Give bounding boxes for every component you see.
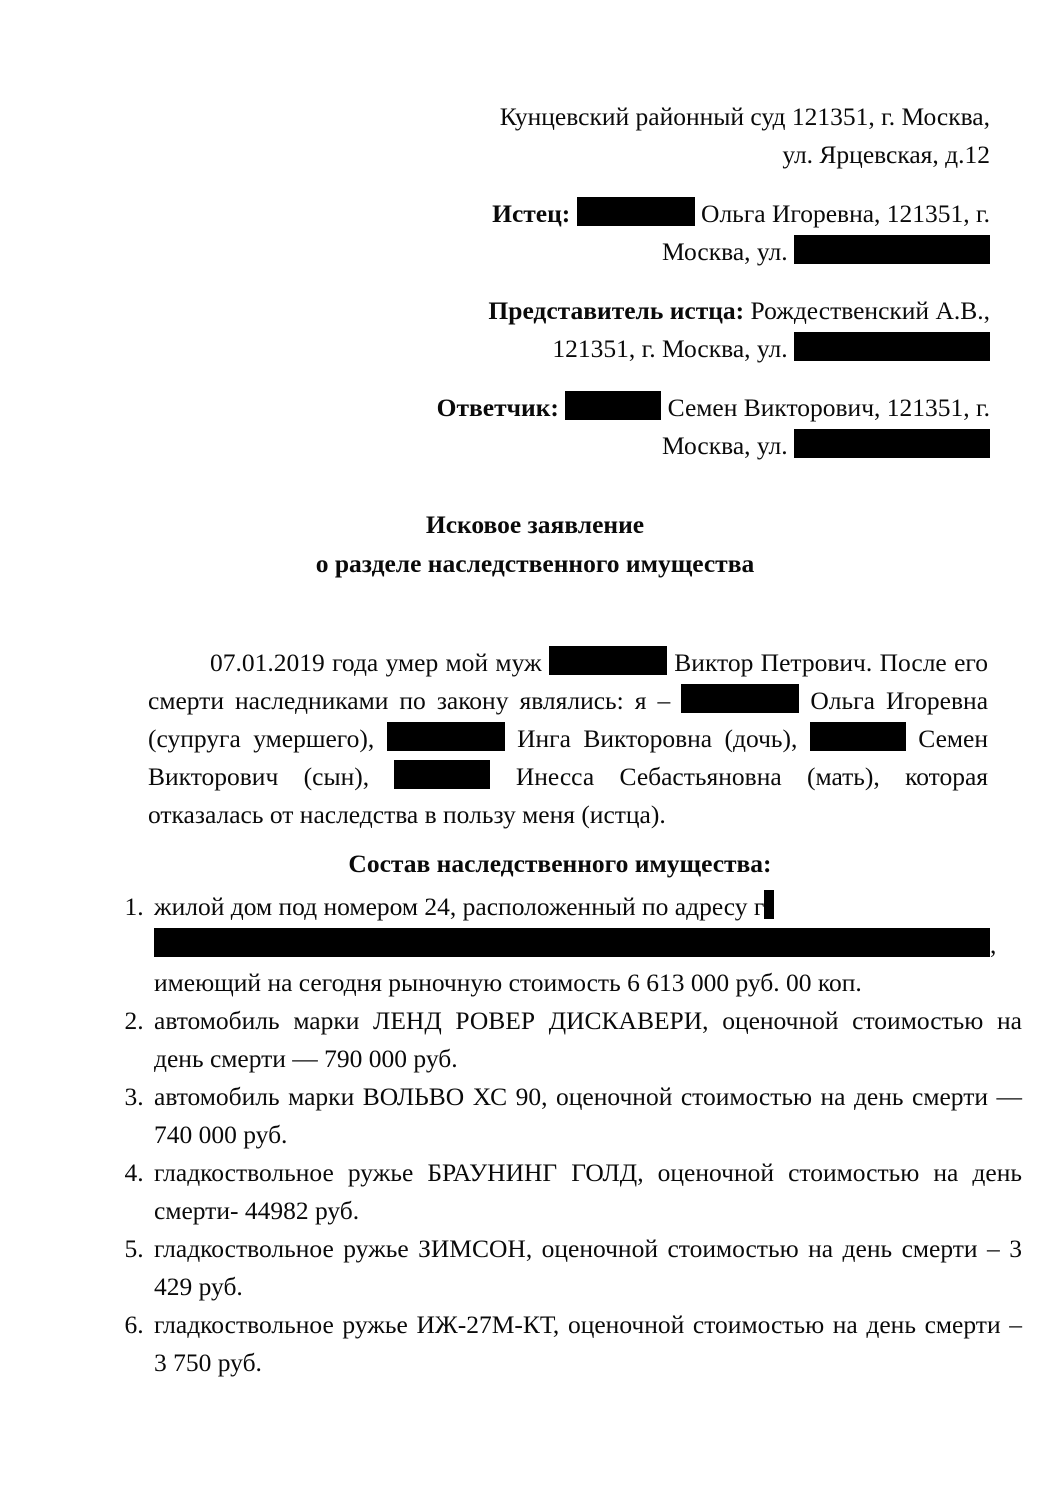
defendant-address-prefix: 121351, г. Москва, ул. bbox=[661, 393, 990, 460]
representative-block bbox=[420, 292, 990, 368]
body-paragraph: 07.01.2019 года умер мой муж Виктор Петрович. После его смерти наследниками по закону являлись: я – Ольга Игоревна (супруга умершего), Инга Викторовна (дочь), Семен Викторович (сын), Инесса Себастьяновна (мать), которая отказалась от наследства в пользу меня (истца). bbox=[148, 647, 989, 829]
asset-item-text: автомобиль марки ВОЛЬВО ХС 90, оценочной стоимостью на день смерти — 740 000 руб. bbox=[154, 1082, 1022, 1149]
redaction-body-4 bbox=[810, 722, 906, 751]
document-title-line-1: Исковое заявление bbox=[425, 510, 645, 539]
asset-item-text: жилой дом под номером 24, расположенный по адресу г bbox=[154, 892, 765, 921]
representative-label: Представитель истца: bbox=[488, 296, 745, 325]
court-line-2: ул. Ярцевская, д.12 bbox=[782, 140, 990, 169]
asset-list-item bbox=[150, 1306, 1022, 1382]
asset-list-item bbox=[150, 1078, 1022, 1154]
defendant-block bbox=[420, 389, 990, 465]
asset-list-item bbox=[150, 888, 1022, 1002]
asset-item-text: гладкоствольное ружье ИЖ-27М-КТ, оценочной стоимостью на день смерти – 3 750 руб. bbox=[154, 1310, 1022, 1377]
redaction-asset-address-inline bbox=[764, 890, 774, 919]
asset-list-item bbox=[150, 1230, 1022, 1306]
court-line-1: Кунцевский районный суд 121351, г. Москва, bbox=[499, 102, 990, 131]
defendant-label: Ответчик: bbox=[436, 393, 559, 422]
asset-item-text: автомобиль марки ЛЕНД РОВЕР ДИСКАВЕРИ, оценочной стоимостью на день смерти — 790 000 руб. bbox=[154, 1006, 1022, 1073]
asset-list-item bbox=[150, 1154, 1022, 1230]
redaction-asset-address-block bbox=[154, 928, 990, 957]
redaction-plaintiff-address bbox=[794, 235, 990, 264]
representative-address-prefix: 121351, г. Москва, ул. bbox=[552, 334, 788, 363]
redaction-defendant-address bbox=[794, 429, 990, 458]
redaction-body-1 bbox=[549, 646, 667, 675]
defendant-name: Семен Викторович, bbox=[667, 393, 881, 422]
plaintiff-name: Ольга Игоревна, 121351, г. bbox=[701, 199, 990, 228]
plaintiff-block bbox=[420, 195, 990, 271]
asset-item-punctuation: , bbox=[990, 930, 997, 959]
redaction-body-3 bbox=[387, 722, 505, 751]
addressee-header bbox=[420, 98, 990, 465]
assets-heading: Состав наследственного имущества: bbox=[348, 849, 772, 878]
asset-item-value-text: имеющий на сегодня рыночную стоимость 6 613 000 руб. 00 коп. bbox=[154, 968, 862, 997]
asset-item-text: гладкоствольное ружье БРАУНИНГ ГОЛД, оценочной стоимостью на день смерти- 44982 руб. bbox=[154, 1158, 1022, 1225]
asset-item-text: гладкоствольное ружье ЗИМСОН, оценочной стоимостью на день смерти – 3 429 руб. bbox=[154, 1234, 1022, 1301]
representative-name: Рождественский А.В., bbox=[750, 296, 990, 325]
plaintiff-address-prefix: Москва, ул. bbox=[661, 237, 788, 266]
asset-list-item bbox=[150, 1002, 1022, 1078]
document-title-line-2: о разделе наследственного имущества bbox=[315, 549, 755, 578]
redaction-body-5 bbox=[394, 760, 490, 789]
assets-list bbox=[118, 888, 1022, 1382]
document-title bbox=[130, 505, 940, 583]
redaction-defendant-surname bbox=[565, 391, 661, 420]
redaction-body-2 bbox=[681, 684, 799, 713]
plaintiff-label: Истец: bbox=[492, 199, 571, 228]
court-address bbox=[420, 98, 990, 174]
redaction-representative-address bbox=[794, 332, 990, 361]
redaction-plaintiff-surname bbox=[577, 197, 695, 226]
